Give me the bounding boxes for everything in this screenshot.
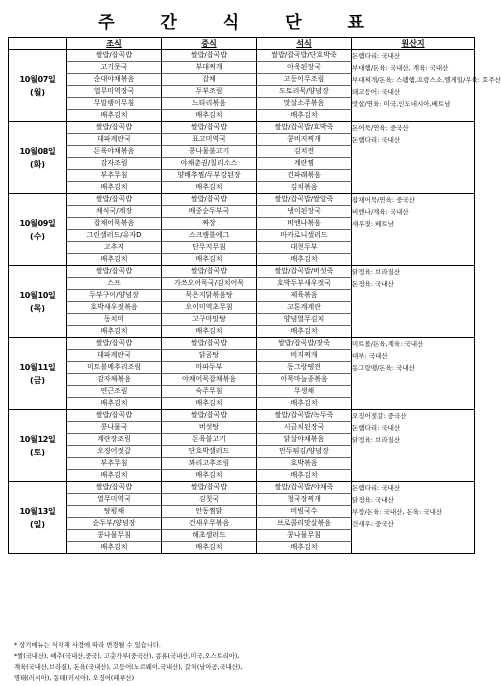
lunch-cell	[162, 482, 257, 554]
lunch-item: 배추김치	[195, 111, 223, 119]
breakfast-item: 쌀밥/잡곡밥	[67, 338, 161, 350]
footer-line: 계육(국내산,브라질), 돈육(국내산), 고등어(노르웨이,국내산), 갈치(남아공,국내산),	[14, 664, 243, 671]
dinner-item: 닭살야채볶음	[257, 434, 351, 446]
day-date: 10월12일	[19, 434, 56, 444]
lunch-item: 짜장	[162, 218, 256, 230]
breakfast-item: 부추무침	[67, 458, 161, 470]
breakfast-item: 쌀밥/잡곡밥	[67, 482, 161, 494]
lunch-item: 표고미역국	[162, 134, 256, 146]
lunch-item: 돈육불고기	[162, 434, 256, 446]
dinner-item: 계란찜	[257, 158, 351, 170]
day-date-cell	[9, 194, 67, 266]
breakfast-item: 대파계란국	[67, 134, 161, 146]
footer-notes	[14, 640, 474, 684]
dinner-item: 양념열무김치	[257, 314, 351, 326]
breakfast-item: 돈육야채볶음	[67, 146, 161, 158]
day-date: 10월09일	[19, 218, 56, 228]
day-row	[9, 50, 475, 122]
day-weekday: (수)	[29, 231, 46, 241]
breakfast-item: 감자조림	[67, 158, 161, 170]
breakfast-item: 고기뭇국	[67, 62, 161, 74]
origin-line: 잡채어묵/연육: 중국산	[352, 196, 415, 204]
dinner-item: 콩비지찌개	[257, 134, 351, 146]
day-weekday: (화)	[29, 159, 46, 169]
breakfast-cell	[67, 122, 162, 194]
day-date-cell	[9, 122, 67, 194]
lunch-item: 쌀밥/잡곡밥	[162, 410, 256, 422]
day-row	[9, 194, 475, 266]
origin-cell	[352, 266, 475, 338]
dinner-cell	[257, 338, 352, 410]
origin-line: 비엔나/계육: 국내산	[352, 208, 409, 216]
origin-line: 맛살/연육: 미국,인도네시아,베트남	[352, 100, 451, 108]
day-row	[9, 410, 475, 482]
breakfast-item: 감자채볶음	[67, 374, 161, 386]
day-row	[9, 338, 475, 410]
breakfast-item: 대파계란국	[67, 350, 161, 362]
breakfast-item: 순대야채볶음	[67, 74, 161, 86]
dinner-item: 콩나물무침	[257, 530, 351, 542]
footer-line: * 상기메뉴는 식자재 사정에 따라 변경될 수 있습니다.	[14, 642, 161, 649]
lunch-header: 중식	[162, 38, 257, 50]
lunch-item: 마파두부	[162, 362, 256, 374]
breakfast-item: 쌀밥/잡곡밥	[67, 122, 161, 134]
breakfast-item: 배추김치	[100, 543, 128, 551]
origin-line: 닭정육: 브라질산	[352, 436, 401, 444]
dinner-item: 브로콜리맛살볶음	[257, 518, 351, 530]
breakfast-item: 쌀밥/잡곡밥	[67, 410, 161, 422]
lunch-item: 양배추찜/두부강된장	[162, 170, 256, 182]
lunch-cell	[162, 122, 257, 194]
dinner-item: 제육볶음	[257, 290, 351, 302]
day-weekday: (일)	[29, 519, 46, 529]
origin-line: 닭정육: 국내산	[352, 496, 394, 504]
breakfast-cell	[67, 194, 162, 266]
dinner-item: 배추김치	[290, 543, 318, 551]
dinner-item: 무생채	[257, 386, 351, 398]
dinner-item: 비엔나볶음	[257, 218, 351, 230]
breakfast-item: 스프	[67, 278, 161, 290]
lunch-item: 야채춘권/칠리소스	[162, 158, 256, 170]
dinner-item: 냉이된장국	[257, 206, 351, 218]
lunch-item: 배중순두부국	[162, 206, 256, 218]
weekly-menu-table	[8, 37, 501, 554]
breakfast-item: 배추김치	[100, 327, 128, 335]
breakfast-item: 쌀밥/잡곡밥	[67, 266, 161, 278]
lunch-item: 오이미역초무침	[162, 302, 256, 314]
breakfast-item: 호박새우젓볶음	[67, 302, 161, 314]
dinner-item: 호박볶음	[257, 458, 351, 470]
origin-line: 닭정육: 브라질산	[352, 268, 401, 276]
lunch-item: 묵은지닭볶음탕	[162, 290, 256, 302]
lunch-item: 가쓰오어묵국/김치어묵	[162, 278, 256, 290]
dinner-cell	[257, 122, 352, 194]
day-date-cell	[9, 410, 67, 482]
day-row	[9, 482, 475, 554]
dinner-cell	[257, 482, 352, 554]
origin-cell	[352, 122, 475, 194]
day-row	[9, 266, 475, 338]
menu-body	[9, 50, 501, 554]
breakfast-cell	[67, 50, 162, 122]
breakfast-item: 배추김치	[100, 255, 128, 263]
date-header	[9, 38, 67, 50]
origin-line: 돼고등어: 국내산	[352, 88, 401, 96]
origin-line: 부장/돈육: 국내산, 돈육: 국내산	[352, 508, 443, 516]
dinner-item: 건파래볶음	[257, 170, 351, 182]
origin-cell	[352, 482, 475, 554]
lunch-item: 버섯탕	[162, 422, 256, 434]
origin-line: 새우젓: 베트남	[352, 220, 394, 228]
breakfast-item: 두부구이/양념장	[67, 290, 161, 302]
day-date: 10월10일	[19, 290, 56, 300]
day-weekday: (월)	[29, 87, 46, 97]
lunch-item: 배추김치	[195, 327, 223, 335]
dinner-item: 어묵마늘종볶음	[257, 374, 351, 386]
lunch-item: 고구마맛탕	[162, 314, 256, 326]
breakfast-item: 계란장조림	[67, 434, 161, 446]
lunch-item: 김칫국	[162, 494, 256, 506]
origin-line: 돈햄다리: 국내산	[352, 136, 401, 144]
day-weekday: (토)	[29, 447, 46, 457]
dinner-item: 비빔국수	[257, 506, 351, 518]
lunch-item: 쌀밥/잡곡밥	[162, 50, 256, 62]
lunch-item: 배추김치	[195, 183, 223, 191]
breakfast-cell	[67, 482, 162, 554]
dinner-item: 도토리묵/양념장	[257, 86, 351, 98]
origin-cell	[352, 50, 501, 122]
breakfast-item: 미트볼메추리조림	[67, 362, 161, 374]
lunch-item: 쌀밥/잡곡밥	[162, 482, 256, 494]
breakfast-item: 고추지	[67, 242, 161, 254]
dinner-header: 석식	[257, 38, 352, 50]
dinner-item: 쌀밥/잡곡밥/쌀알죽	[257, 194, 351, 206]
day-date: 10월07일	[19, 74, 56, 84]
breakfast-item: 동치미	[67, 314, 161, 326]
dinner-item: 맛살소주볶음	[257, 98, 351, 110]
lunch-item: 안동찜닭	[162, 506, 256, 518]
dinner-cell	[257, 194, 352, 266]
breakfast-item: 쌀밥/잡곡밥	[67, 194, 161, 206]
breakfast-cell	[67, 266, 162, 338]
origin-cell	[352, 410, 475, 482]
breakfast-item: 잡채어묵볶음	[67, 218, 161, 230]
lunch-item: 배추김치	[195, 255, 223, 263]
dinner-item: 쌀밥/잡곡밥/단호박죽	[257, 50, 351, 62]
dinner-item: 김치볶음	[290, 183, 318, 191]
dinner-item: 아욱된장국	[257, 62, 351, 74]
lunch-cell	[162, 266, 257, 338]
lunch-item: 숙주무침	[162, 386, 256, 398]
breakfast-item: 배추김치	[100, 183, 128, 191]
dinner-item: 동그랑땡전	[257, 362, 351, 374]
dinner-item: 배추김치	[290, 327, 318, 335]
lunch-item: 스크램블에그	[162, 230, 256, 242]
lunch-item: 배추김치	[195, 543, 223, 551]
dinner-item: 청국장찌개	[257, 494, 351, 506]
lunch-cell	[162, 194, 257, 266]
lunch-item: 쌀밥/잡곡밥	[162, 122, 256, 134]
footer-line: 명태(러시아), 동태(러시아), 오징어(페루산)	[14, 675, 135, 682]
dinner-item: 배추김치	[290, 471, 318, 479]
lunch-item: 쌀밥/잡곡밥	[162, 266, 256, 278]
lunch-cell	[162, 338, 257, 410]
dinner-item: 고톤계계란	[257, 302, 351, 314]
origin-line: 건새우: 중국산	[352, 520, 394, 528]
breakfast-item: 배추김치	[100, 111, 128, 119]
origin-line: 돈정육: 국내산	[352, 280, 394, 288]
breakfast-item: 콩나물무침	[67, 530, 161, 542]
dinner-item: 고등어무조림	[257, 74, 351, 86]
lunch-item: 쌀밥/잡곡밥	[162, 338, 256, 350]
origin-line: 부대찌개/돈육: 스팸햄,프랑스소,엘게일/우육: 호주산	[352, 76, 501, 84]
origin-line: 동그랑땡/돈육: 국내산	[352, 364, 415, 372]
dinner-item: 시금치된장국	[257, 422, 351, 434]
dinner-item: 배추김치	[290, 111, 318, 119]
breakfast-item: 그린샐러드/유자D	[67, 230, 161, 242]
lunch-item: 부대찌개	[162, 62, 256, 74]
dinner-item: 쌀밥/잡곡밥/호박죽	[257, 122, 351, 134]
lunch-item: 꽈리고추조림	[162, 458, 256, 470]
origin-line: 대부: 국내산	[352, 352, 388, 360]
dinner-item: 쌀밥/잡곡밥/녹두죽	[257, 410, 351, 422]
breakfast-item: 배추김치	[100, 399, 128, 407]
lunch-item: 잡채	[162, 74, 256, 86]
dinner-item: 만두튀김/양념장	[257, 446, 351, 458]
origin-line: 미트볼/돈육,계육: 국내산	[352, 340, 424, 348]
lunch-item: 배추김치	[195, 399, 223, 407]
lunch-item: 해초샐러드	[162, 530, 256, 542]
origin-cell	[352, 338, 475, 410]
breakfast-item: 열무미역국	[67, 494, 161, 506]
dinner-item: 쌀밥/잡곡밥/버섯죽	[257, 266, 351, 278]
breakfast-item: 순두부/양념장	[67, 518, 161, 530]
day-date-cell	[9, 482, 67, 554]
dinner-item: 쌀밥/잡곡밥/야채죽	[257, 482, 351, 494]
dinner-item: 배추김치	[290, 255, 318, 263]
origin-line: 돈햄다리: 국내산	[352, 424, 401, 432]
lunch-item: 단호박샐러드	[162, 446, 256, 458]
lunch-item: 건새우무볶음	[162, 518, 256, 530]
lunch-item: 콩나물불고기	[162, 146, 256, 158]
day-row	[9, 122, 475, 194]
breakfast-item: 배추김치	[100, 471, 128, 479]
breakfast-item: 쌀밥/잡곡밥	[67, 50, 161, 62]
page-title: 주 간 식 단 표	[98, 13, 384, 33]
dinner-cell	[257, 50, 352, 122]
lunch-item: 두부조림	[162, 86, 256, 98]
origin-line: 돈햄다리: 국내산	[352, 52, 401, 60]
lunch-cell	[162, 410, 257, 482]
breakfast-cell	[67, 410, 162, 482]
origin-line: 부대햄/돈육: 국내산, 계육: 국내산	[352, 64, 449, 72]
origin-line: 돈햄다리: 국내산	[352, 484, 401, 492]
dinner-item: 호박두부새우젓국	[257, 278, 351, 290]
dinner-item: 배추김치	[290, 399, 318, 407]
origin-cell	[352, 194, 475, 266]
header-row	[9, 38, 475, 50]
origin-header: 원산지	[352, 38, 475, 50]
breakfast-item: 무말랭이무침	[67, 98, 161, 110]
footer-line: *쌀(국내산), 배추(국내산,중국), 고춧가루(중국산), 콩류(국내산,미국,오스트리아),	[14, 653, 240, 660]
breakfast-header: 조식	[67, 38, 162, 50]
day-date: 10월08일	[19, 146, 56, 156]
dinner-item: 쌀밥/잡곡밥/잣죽	[257, 338, 351, 350]
breakfast-item: 오징어젓갈	[67, 446, 161, 458]
day-date-cell	[9, 50, 67, 122]
dinner-item: 대천두부	[257, 242, 351, 254]
breakfast-item: 탕평채	[67, 506, 161, 518]
dinner-item: 김치전	[257, 146, 351, 158]
dinner-item: 마카로니샐러드	[257, 230, 351, 242]
day-date-cell	[9, 338, 67, 410]
day-weekday: (목)	[29, 303, 46, 313]
day-weekday: (금)	[29, 375, 46, 385]
lunch-item: 쌀밥/잡곡밥	[162, 194, 256, 206]
lunch-item: 느타리볶음	[162, 98, 256, 110]
lunch-item: 닭곰탕	[162, 350, 256, 362]
day-date-cell	[9, 266, 67, 338]
breakfast-item: 연근조림	[67, 386, 161, 398]
breakfast-item: 열무미역장국	[67, 86, 161, 98]
day-date: 10월13일	[19, 506, 56, 516]
breakfast-cell	[67, 338, 162, 410]
dinner-cell	[257, 410, 352, 482]
dinner-item: 비지찌개	[257, 350, 351, 362]
day-date: 10월11일	[19, 362, 56, 372]
origin-line: 돈어묵/연육: 중국산	[352, 124, 409, 132]
breakfast-item: 부추무침	[67, 170, 161, 182]
breakfast-item: 채식국/계장	[67, 206, 161, 218]
dinner-cell	[257, 266, 352, 338]
lunch-item: 배추김치	[195, 471, 223, 479]
lunch-item: 단무지무침	[162, 242, 256, 254]
lunch-item: 야채어묵잡채볶음	[162, 374, 256, 386]
lunch-cell	[162, 50, 257, 122]
breakfast-item: 콩나물국	[67, 422, 161, 434]
origin-line: 오징어젓갈: 중국산	[352, 412, 407, 420]
